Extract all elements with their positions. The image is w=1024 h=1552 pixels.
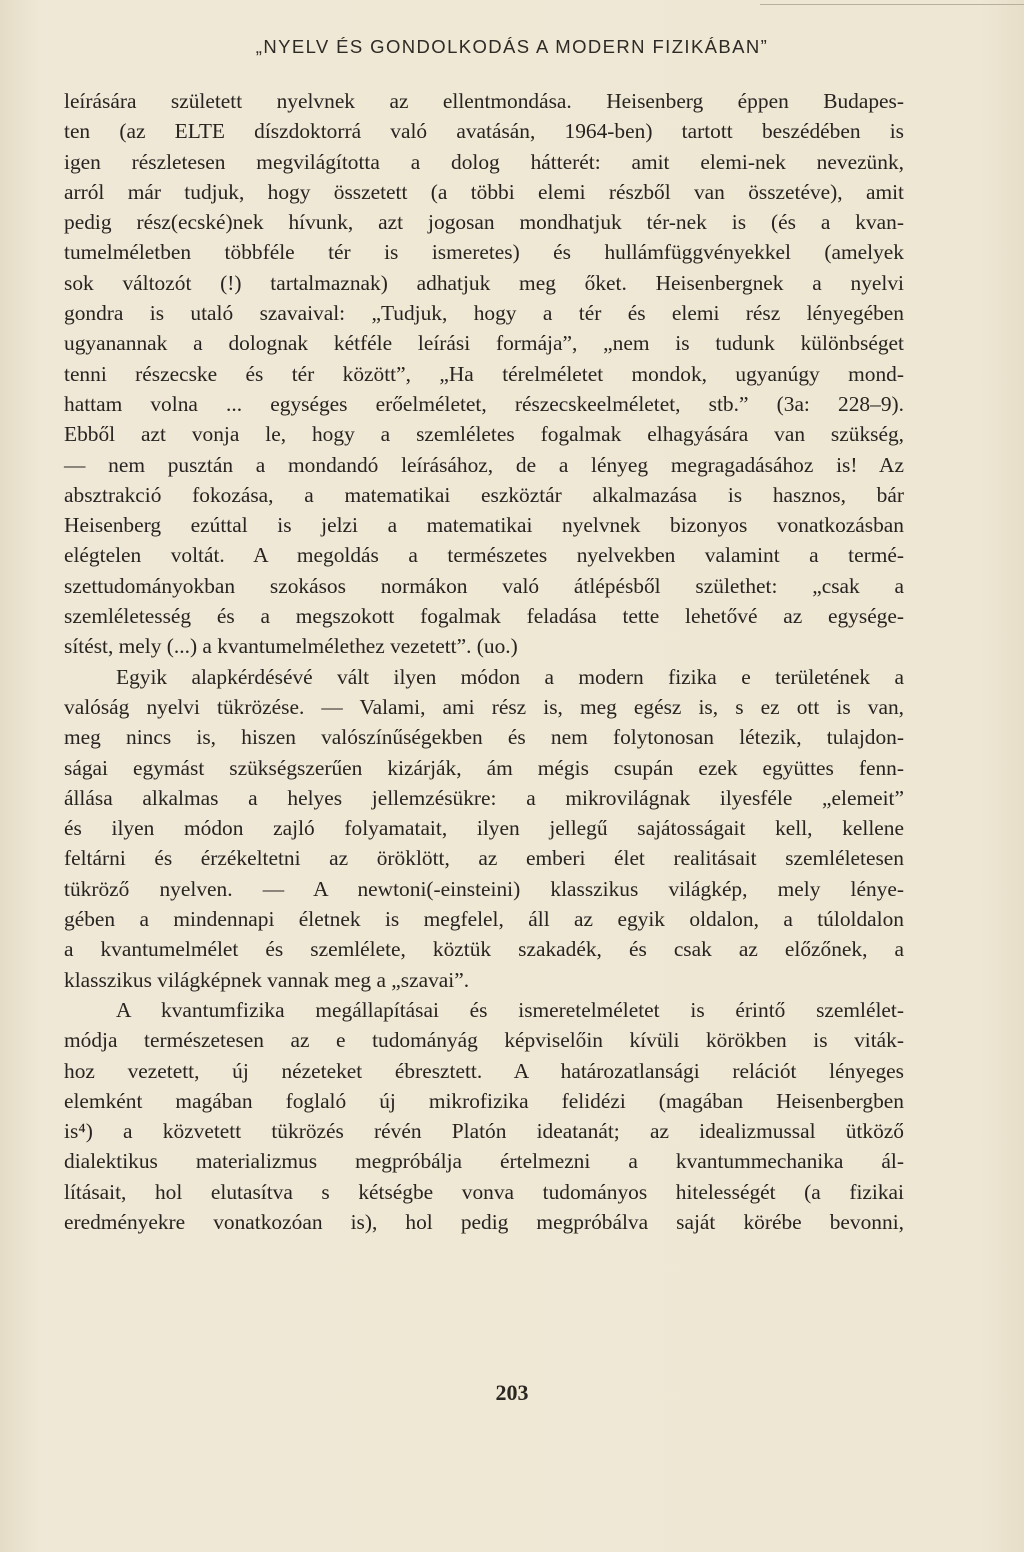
text-line: tükröző nyelven. — A newtoni(-einsteini) klasszikus világkép, mely lénye- xyxy=(64,876,904,901)
text-line: is⁴) a közvetett tükrözés révén Platón ideatanát; az idealizmussal ütköző xyxy=(64,1119,904,1144)
text-line: lításait, hol elutasítva s kétségbe vonva tudományos hitelességét (a fizikai xyxy=(64,1179,904,1204)
text-line: sítést, mely (...) a kvantumelmélethez vezetett”. (uo.) xyxy=(64,634,518,659)
text-line: valóság nyelvi tükrözése. — Valami, ami rész is, meg egész is, s ez ott is van, xyxy=(64,694,904,719)
text-line: A kvantumfizika megállapításai és ismeretelméletet is érintő szemlélet- xyxy=(116,997,904,1022)
text-line: tumelméletben többféle tér is ismeretes) és hullámfüggvényekkel (amelyek xyxy=(64,240,904,265)
text-line: ságai egymást szükségszerűen kizárják, ám mégis csupán ezek együttes fenn- xyxy=(64,755,904,780)
text-line: sok változót (!) tartalmaznak) adhatjuk meg őket. Heisenbergnek a nyelvi xyxy=(64,270,904,295)
page-number: 203 xyxy=(495,1380,529,1405)
text-line: absztrakció fokozása, a matematikai eszköztár alkalmazása is hasznos, bár xyxy=(64,482,904,507)
text-line: hattam volna ... egységes erőelméletet, részecskeelméletet, stb.” (3a: 228–9). xyxy=(64,391,904,416)
text-line: Ebből azt vonja le, hogy a szemléletes fogalmak elhagyására van szükség, xyxy=(64,422,904,447)
text-line: szettudományokban szokásos normákon való átlépésből születhet: „csak a xyxy=(64,573,904,598)
text-line: elemként magában foglaló új mikrofizika felidézi (magában Heisenbergben xyxy=(64,1088,904,1113)
text-line: ugyanannak a dolognak kétféle leírási formája”, „nem is tudunk különbséget xyxy=(64,331,904,356)
text-line: és ilyen módon zajló folyamatait, ilyen jellegű sajátosságait kell, kellene xyxy=(64,816,904,841)
text-line: tenni részecske és tér között”, „Ha térelméletet mondok, ugyanúgy mond- xyxy=(64,361,904,386)
text-line: szemléletesség és a megszokott fogalmak feladása tette lehetővé az egysége- xyxy=(64,604,904,629)
text-line: Heisenberg ezúttal is jelzi a matematikai nyelvnek bizonyos vonatkozásban xyxy=(64,513,904,538)
text-line: leírására született nyelvnek az ellentmondása. Heisenberg éppen Budapes- xyxy=(64,89,904,113)
text-line: pedig rész(ecské)nek hívunk, azt jogosan mondhatjuk tér-nek is (és a kvan- xyxy=(64,210,904,235)
text-line: hoz vezetett, új nézeteket ébresztett. A határozatlansági relációt lényeges xyxy=(64,1058,904,1083)
text-line: ten (az ELTE díszdoktorrá való avatásán, 1964-ben) tartott beszédében is xyxy=(64,119,904,144)
text-line: gondra is utaló szavaival: „Tudjuk, hogy a tér és elemi rész lényegében xyxy=(64,301,904,326)
text-line: eredményekre vonatkozóan is), hol pedig megpróbálva saját körébe bevonni, xyxy=(64,1209,904,1234)
text-line: dialektikus materializmus megpróbálja értelmezni a kvantummechanika ál- xyxy=(64,1149,904,1174)
text-line: arról már tudjuk, hogy összetett (a többi elemi részből van összetéve), amit xyxy=(64,179,904,204)
text-line: módja természetesen az e tudományág képviselőin kívüli körökben is viták- xyxy=(64,1028,904,1053)
text-line: gében a mindennapi életnek is megfelel, áll az egyik oldalon, a túloldalon xyxy=(64,907,904,932)
text-line: meg nincs is, hiszen valószínűségekben és nem folytonosan létezik, tulajdon- xyxy=(64,725,904,750)
text-line: feltárni és érzékeltetni az öröklött, az emberi élet realitásait szemléletesen xyxy=(64,846,904,871)
text-line: igen részletesen megvilágította a dolog hátterét: amit elemi-nek nevezünk, xyxy=(64,149,904,174)
text-line: elégtelen voltát. A megoldás a természetes nyelvekben valamint a termé- xyxy=(64,543,904,568)
text-line: klasszikus világképnek vannak meg a „szavai”. xyxy=(64,967,470,992)
scan-edge-rule xyxy=(760,4,1024,5)
running-head: „NYELV ÉS GONDOLKODÁS A MODERN FIZIKÁBAN” xyxy=(255,36,769,57)
text-line: állása alkalmas a helyes jellemzésükre: a mikrovilágnak ilyesféle „elemeit” xyxy=(64,785,904,810)
text-line: — nem pusztán a mondandó leírásához, de a lényeg megragadásához is! Az xyxy=(64,452,904,477)
text-line: a kvantumelmélet és szemlélete, köztük szakadék, és csak az előzőnek, a xyxy=(64,937,904,962)
body-text xyxy=(64,86,904,1237)
text-line: Egyik alapkérdésévé vált ilyen módon a modern fizika e területének a xyxy=(116,664,904,689)
